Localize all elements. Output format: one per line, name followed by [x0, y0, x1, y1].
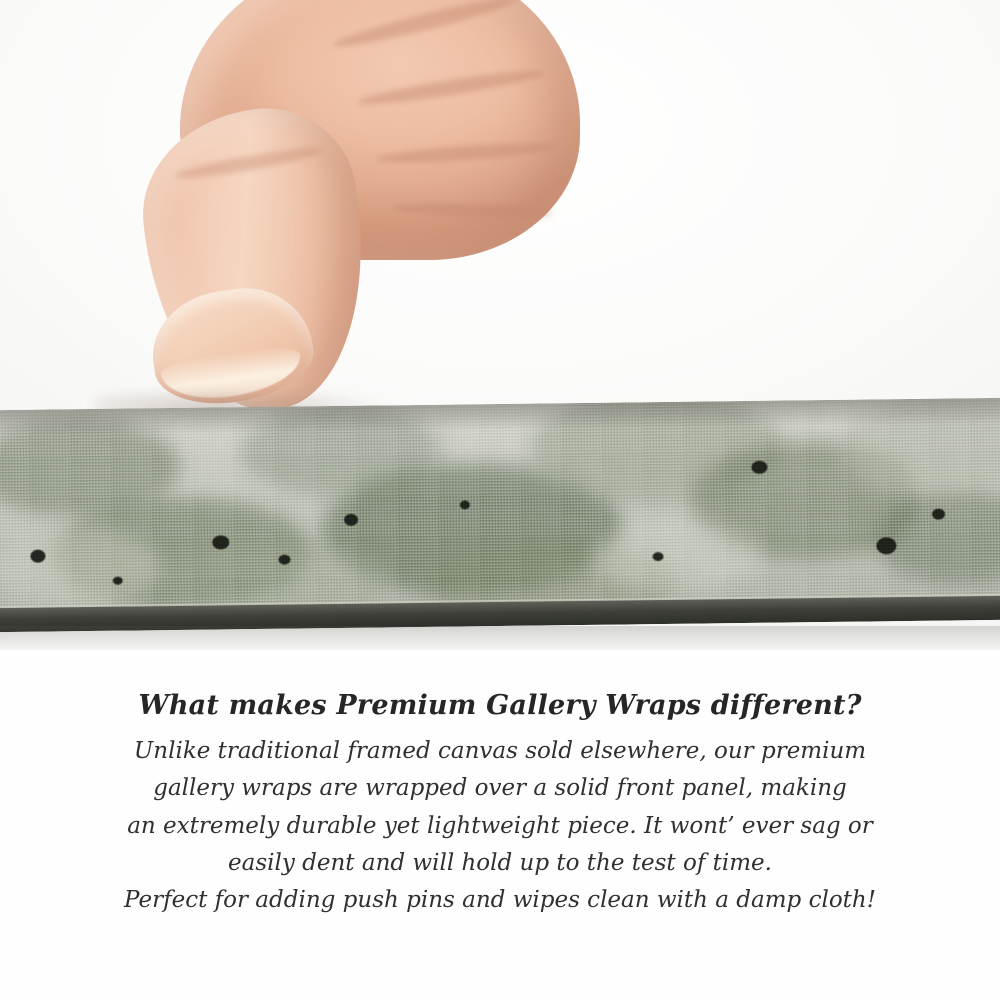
caption-line: Perfect for adding push pins and wipes clean with a damp cloth! [124, 887, 876, 913]
canvas-printed-face [0, 398, 1000, 610]
canvas-drop-shadow [0, 626, 1000, 650]
caption-block [0, 690, 1000, 919]
knuckle-crease [392, 201, 552, 220]
knuckle-crease [331, 0, 519, 53]
canvas-wrap-edge [0, 398, 1000, 632]
caption-line: gallery wraps are wrapped over a solid front panel, making [153, 775, 847, 802]
caption-heading: What makes Premium Gallery Wraps different? [138, 690, 862, 721]
caption-body [0, 733, 1000, 919]
hand-illustration [120, 0, 580, 430]
knuckle-crease [376, 140, 557, 167]
caption-line: Unlike traditional framed canvas sold elsewhere, our premium [133, 738, 867, 764]
knuckle-crease [356, 65, 546, 110]
caption-line: an extremely durable yet lightweight piece. It wont’ ever sag or [127, 812, 873, 839]
caption-line: easily dent and will hold up to the test of time. [228, 849, 772, 876]
